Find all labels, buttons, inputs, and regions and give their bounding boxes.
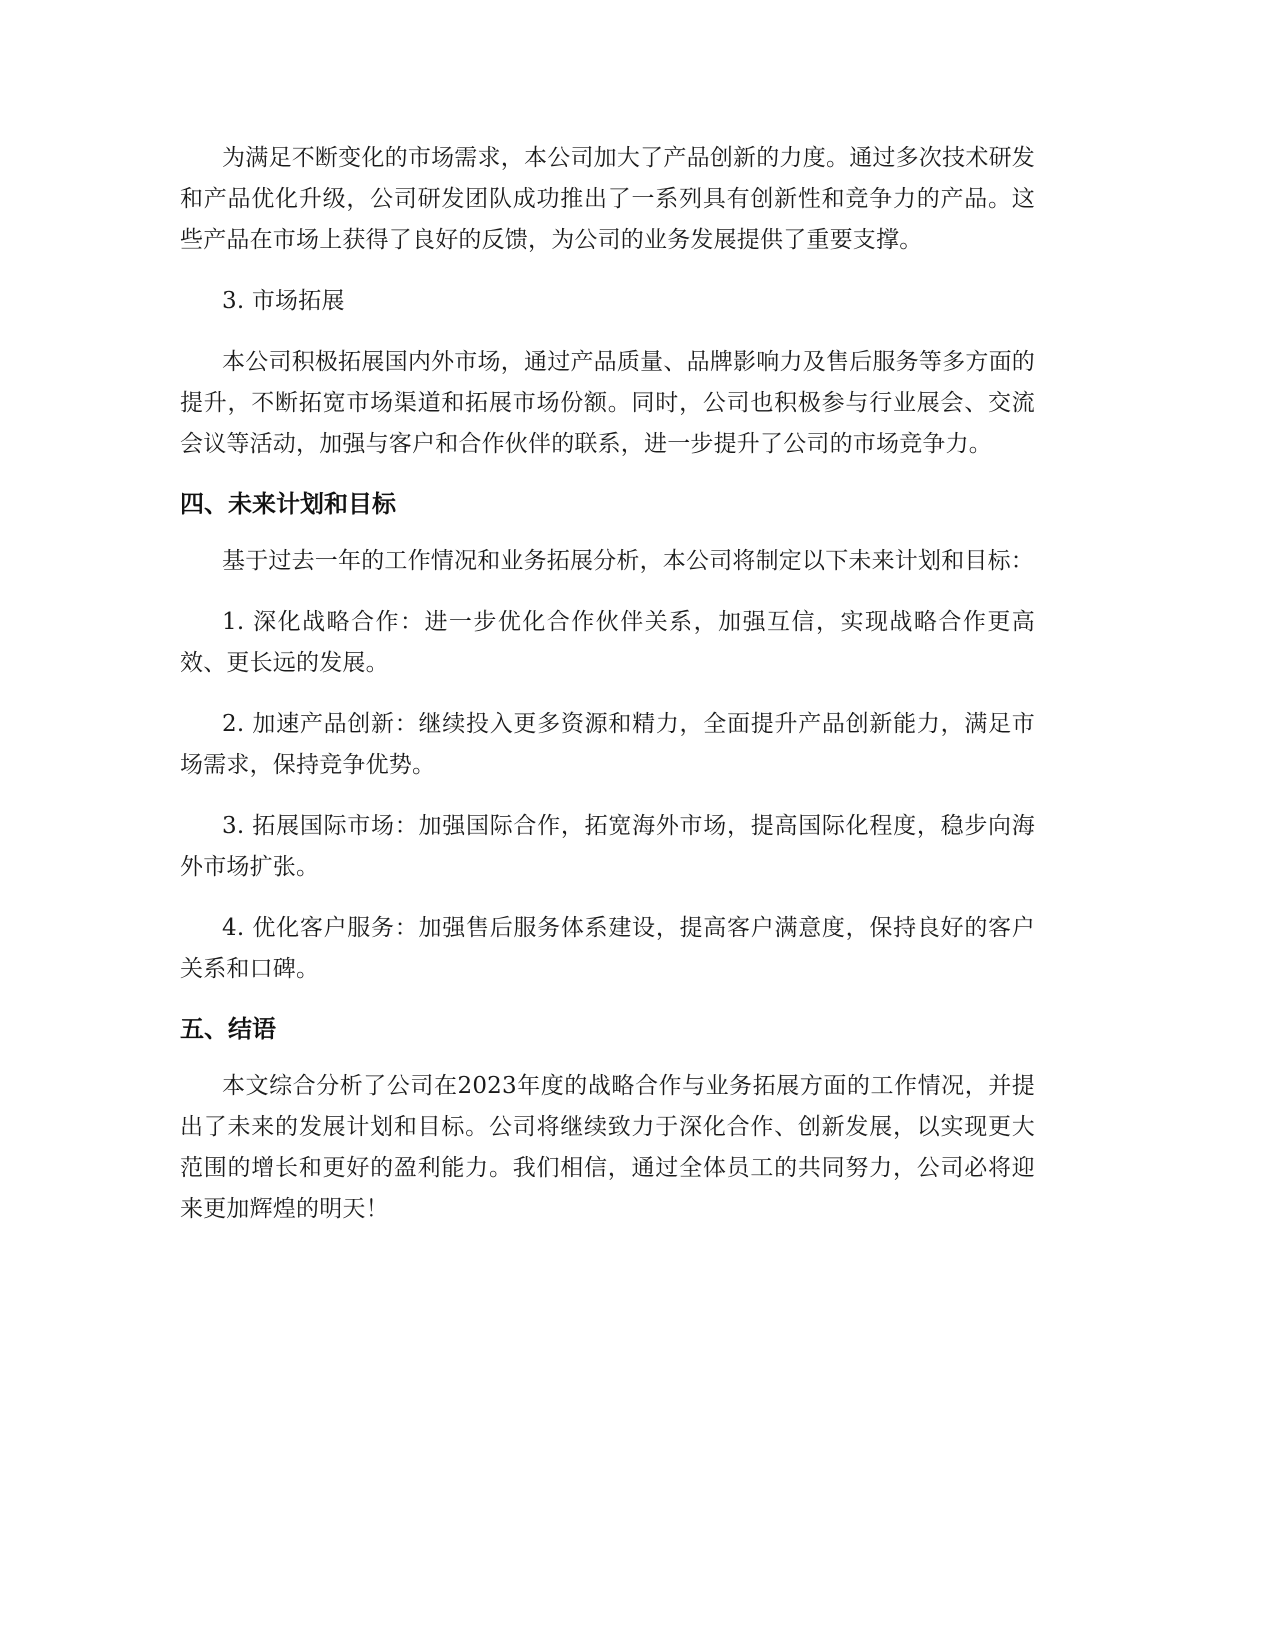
- section-heading-future-plans: 四、未来计划和目标: [180, 490, 396, 518]
- paragraph-conclusion: 本文综合分析了公司在2023年度的战略合作与业务拓展方面的工作情况，并提出了未来的发展计划和目标。公司将继续致力于深化合作、创新发展，以实现更大范围的增长和更好的盈利能力。我们相信，通过全体员工的共同努力，公司必将迎来更加辉煌的明天！: [180, 1073, 1035, 1222]
- list-item-product-innovation: 2. 加速产品创新：继续投入更多资源和精力，全面提升产品创新能力，满足市场需求，保持竞争优势。: [180, 711, 1035, 778]
- list-item-customer-service: 4. 优化客户服务：加强售后服务体系建设，提高客户满意度，保持良好的客户关系和口碑。: [180, 915, 1035, 982]
- subheading-market-expansion: 3. 市场拓展: [222, 288, 345, 314]
- document-page: [180, 138, 1035, 1250]
- paragraph-market-expansion: 本公司积极拓展国内外市场，通过产品质量、品牌影响力及售后服务等多方面的提升，不断拓宽市场渠道和拓展市场份额。同时，公司也积极参与行业展会、交流会议等活动，加强与客户和合作伙伴的联系，进一步提升了公司的市场竞争力。: [180, 349, 1035, 457]
- paragraph-future-intro: 基于过去一年的工作情况和业务拓展分析，本公司将制定以下未来计划和目标：: [222, 548, 1034, 574]
- section-heading-conclusion: 五、结语: [180, 1015, 276, 1043]
- paragraph-product-innovation: 为满足不断变化的市场需求，本公司加大了产品创新的力度。通过多次技术研发和产品优化升级，公司研发团队成功推出了一系列具有创新性和竞争力的产品。这些产品在市场上获得了良好的反馈，为公司的业务发展提供了重要支撑。: [180, 145, 1035, 253]
- list-item-strategic-cooperation: 1. 深化战略合作：进一步优化合作伙伴关系，加强互信，实现战略合作更高效、更长远的发展。: [180, 609, 1035, 676]
- list-item-international-market: 3. 拓展国际市场：加强国际合作，拓宽海外市场，提高国际化程度，稳步向海外市场扩张。: [180, 813, 1035, 880]
